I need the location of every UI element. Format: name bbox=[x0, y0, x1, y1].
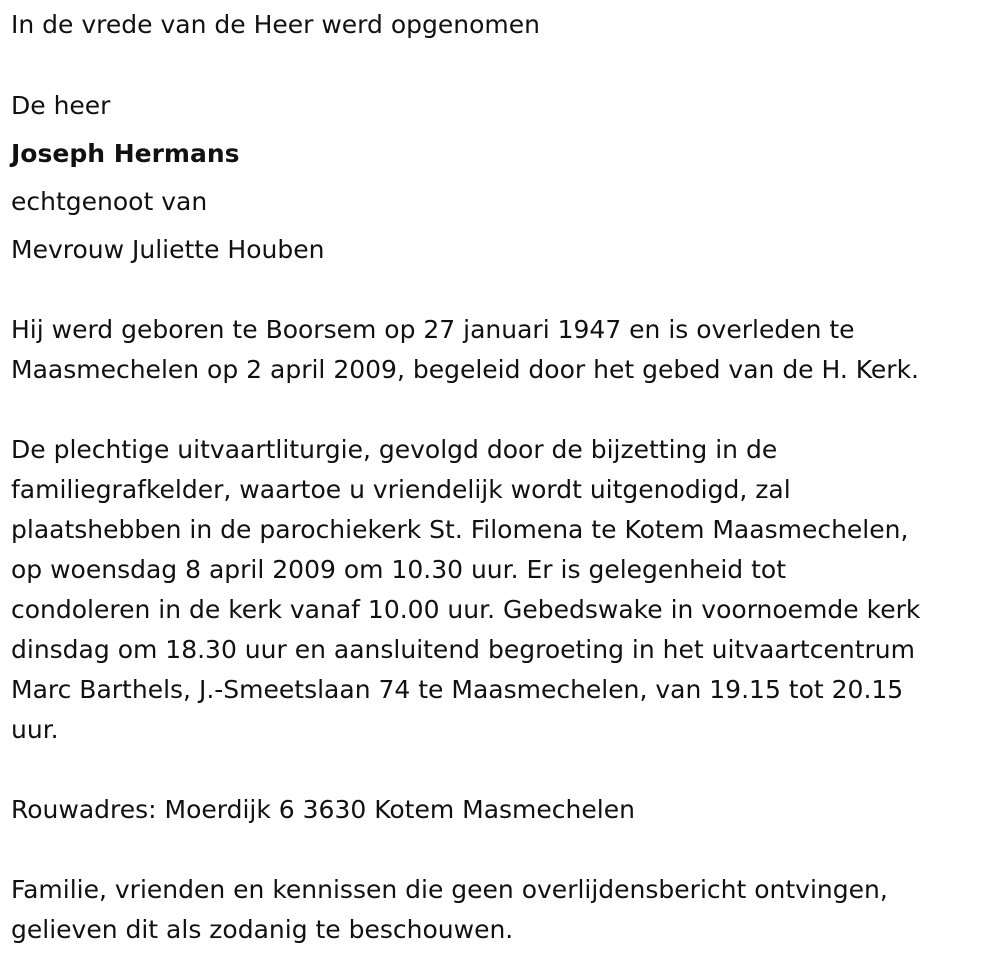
intro-line: In de vrede van de Heer werd opgenomen bbox=[11, 10, 540, 39]
birth-death-line: Hij werd geboren te Boorsem op 27 januari 1947 en is overleden te bbox=[11, 315, 855, 344]
closing-line: Familie, vrienden en kennissen die geen overlijdensbericht ontvingen, bbox=[11, 875, 888, 904]
funeral-line: De plechtige uitvaartliturgie, gevolgd door de bijzetting in de bbox=[11, 435, 778, 464]
funeral-line: dinsdag om 18.30 uur en aansluitend begroeting in het uitvaartcentrum bbox=[11, 635, 915, 664]
funeral-line: condoleren in de kerk vanaf 10.00 uur. Gebedswake in voornoemde kerk bbox=[11, 595, 921, 624]
funeral-line: plaatshebben in de parochiekerk St. Filomena te Kotem Maasmechelen, bbox=[11, 515, 909, 544]
deceased-name: Joseph Hermans bbox=[11, 139, 240, 168]
spouse-name: Mevrouw Juliette Houben bbox=[11, 235, 325, 264]
salutation: De heer bbox=[11, 91, 111, 120]
funeral-line: op woensdag 8 april 2009 om 10.30 uur. Er is gelegenheid tot bbox=[11, 555, 787, 584]
relation-text: echtgenoot van bbox=[11, 187, 208, 216]
mourning-address: Rouwadres: Moerdijk 6 3630 Kotem Masmechelen bbox=[11, 795, 635, 824]
funeral-line: uur. bbox=[11, 715, 59, 744]
birth-death-line: Maasmechelen op 2 april 2009, begeleid door het gebed van de H. Kerk. bbox=[11, 355, 919, 384]
funeral-line: Marc Barthels, J.-Smeetslaan 74 te Maasmechelen, van 19.15 tot 20.15 bbox=[11, 675, 904, 704]
closing-line: gelieven dit als zodanig te beschouwen. bbox=[11, 915, 514, 944]
funeral-line: familiegrafkelder, waartoe u vriendelijk wordt uitgenodigd, zal bbox=[11, 475, 791, 504]
